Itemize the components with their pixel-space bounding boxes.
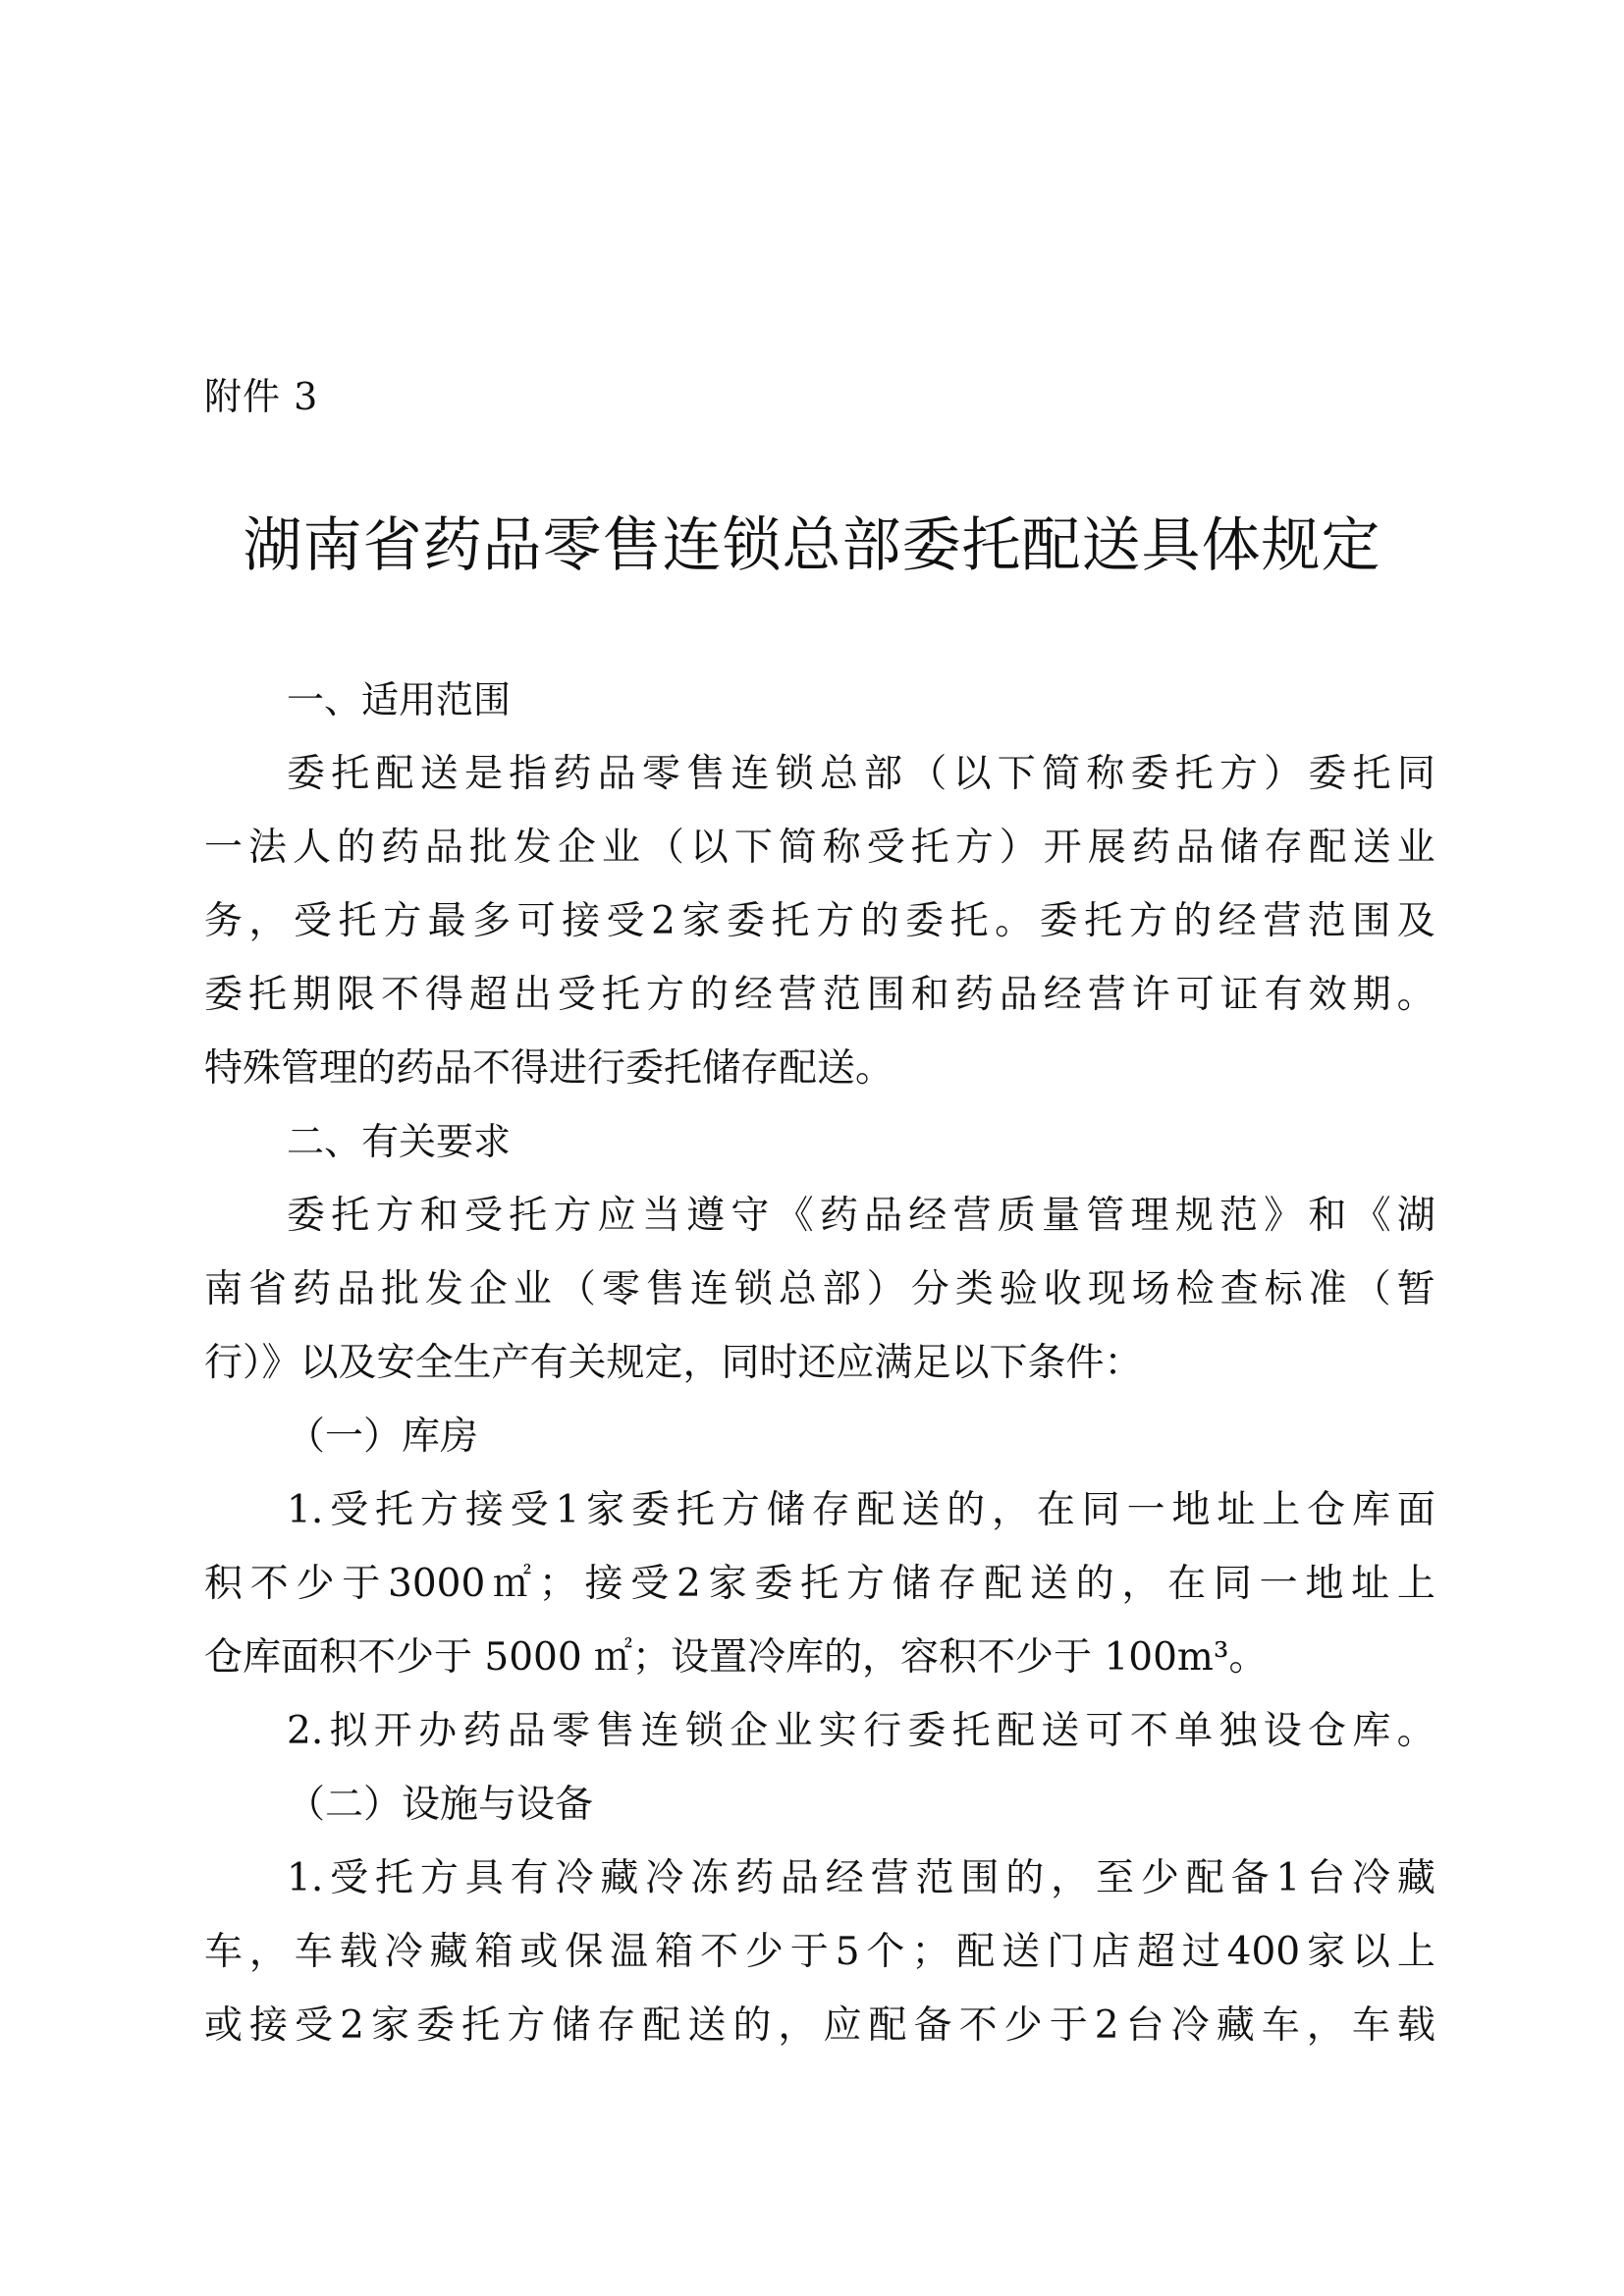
paragraph-line: 1. 受 托 方 接 受 1 家 委 托 方 储 存 配 送 的 ， 在 同 一 地 址 上 仓 库 面 bbox=[287, 1488, 1435, 1532]
document-body bbox=[204, 664, 1435, 2062]
paragraph-line: 南 省 药 品 批 发 企 业 （ 零 售 连 锁 总 部 ） 分 类 验 收 现 场 检 查 标 准 （ 暂 bbox=[204, 1267, 1435, 1311]
paragraph-line: 委 托 方 和 受 托 方 应 当 遵 守 《 药 品 经 营 质 量 管 理 规 范 》 和 《 湖 bbox=[287, 1194, 1435, 1238]
paragraph-line: 务 ， 受 托 方 最 多 可 接 受 2 家 委 托 方 的 委 托 。 委 托 方 的 经 营 范 围 及 bbox=[204, 899, 1435, 943]
paragraph-line: 委 托 配 送 是 指 药 品 零 售 连 锁 总 部 （ 以 下 简 称 委 托 方 ） 委 托 同 bbox=[287, 752, 1435, 796]
paragraph-line: 或 接 受 2 家 委 托 方 储 存 配 送 的 ， 应 配 备 不 少 于 2 台 冷 藏 车 ， 车 载 bbox=[204, 2003, 1435, 2048]
paragraph-line: 委 托 期 限 不 得 超 出 受 托 方 的 经 营 范 围 和 药 品 经 营 许 可 证 有 效 期 。 bbox=[204, 973, 1435, 1017]
paragraph-line: 仓库面积不少于 5000 ㎡；设置冷库的，容积不少于 100m³。 bbox=[204, 1635, 1268, 1680]
section-heading-requirements: 二、有关要求 bbox=[287, 1120, 512, 1163]
paragraph-line: 1. 受 托 方 具 有 冷 藏 冷 冻 药 品 经 营 范 围 的 ， 至 少 配 备 1 台 冷 藏 bbox=[287, 1856, 1435, 1900]
paragraph-line: 车 ， 车 载 冷 藏 箱 或 保 温 箱 不 少 于 5 个 ； 配 送 门 店 超 过 400 家 以 上 bbox=[204, 1930, 1435, 1974]
attachment-label: 附件 3 bbox=[204, 375, 319, 418]
subsection-heading-warehouse: （一）库房 bbox=[287, 1415, 479, 1459]
document-title: 湖南省药品零售连锁总部委托配送具体规定 bbox=[243, 511, 1381, 580]
paragraph-line: 积 不 少 于 3000 ㎡ ； 接 受 2 家 委 托 方 储 存 配 送 的 ， 在 同 一 地 址 上 bbox=[204, 1562, 1435, 1606]
section-heading-scope: 一、适用范围 bbox=[287, 678, 512, 721]
paragraph-line: 行）》以及安全生产有关规定，同时还应满足以下条件： bbox=[204, 1341, 1143, 1385]
paragraph-line: 2. 拟 开 办 药 品 零 售 连 锁 企 业 实 行 委 托 配 送 可 不 单 独 设 仓 库 。 bbox=[287, 1709, 1435, 1753]
subsection-heading-facilities: （二）设施与设备 bbox=[287, 1783, 594, 1827]
paragraph-line: 一 法 人 的 药 品 批 发 企 业 （ 以 下 简 称 受 托 方 ） 开 展 药 品 储 存 配 送 业 bbox=[204, 826, 1435, 870]
paragraph-line: 特殊管理的药品不得进行委托储存配送。 bbox=[204, 1046, 894, 1091]
